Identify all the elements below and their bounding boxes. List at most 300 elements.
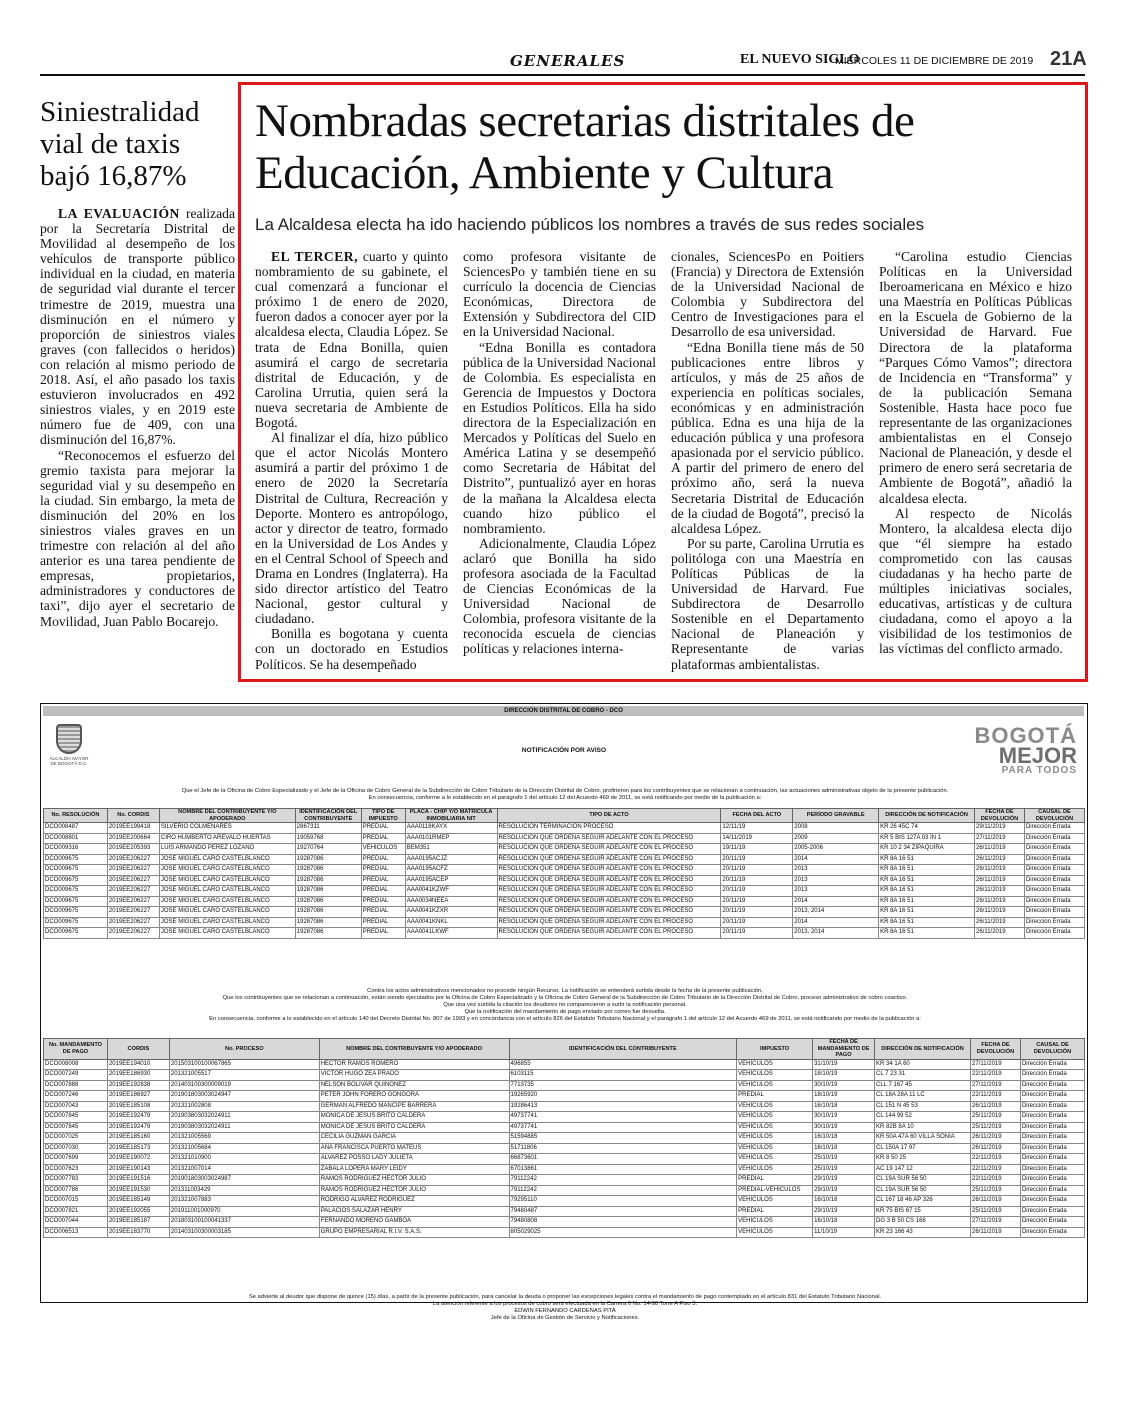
table-cell: 79112242: [509, 1185, 737, 1196]
table-cell: ALVAREZ POSSO LADY JULIETA: [319, 1154, 509, 1165]
table-cell: JOSE MIGUEL CARO CASTELBLANCO: [159, 917, 295, 928]
table-cell: KR 10 2 34 ZIPAQUIRA: [879, 844, 975, 855]
table-cell: PREDIAL: [361, 907, 405, 918]
table-cell: 51594885: [509, 1133, 737, 1144]
table-cell: VEHÍCULOS: [737, 1112, 813, 1123]
feature-paragraph: cionales, SciencesPo en Poitiers (Francia) y Directora de Extensión de la Universidad Nacional de Colombia y Subdirectora del Centro de Investigaciones para el Desarrollo de esa universidad.: [671, 249, 864, 340]
table-cell: 2019EE194010: [107, 1059, 169, 1070]
table-cell: PREDIAL-VEHÍCULOS: [737, 1185, 813, 1196]
sidebar-kicker: LA EVALUACIÓN: [58, 206, 180, 221]
table-cell: 49737741: [509, 1122, 737, 1133]
table-cell: 2019EE185173: [107, 1143, 169, 1154]
table-cell: 20/11/19: [721, 917, 793, 928]
table-row: [44, 833, 1085, 844]
table-cell: 2019EE191516: [107, 1175, 169, 1186]
table-cell: Dirección Errada: [1020, 1133, 1084, 1144]
table-cell: DCO007025: [44, 1133, 108, 1144]
table-cell: 2019EE206227: [107, 886, 159, 897]
table-cell: BEM351: [405, 844, 497, 855]
table-cell: Dirección Errada: [1024, 896, 1084, 907]
table-cell: 30/10/19: [813, 1112, 875, 1123]
table-cell: DCO007888: [44, 1080, 108, 1091]
table-cell: DCO009675: [44, 917, 108, 928]
feature-paragraph: “Edna Bonilla es contadora pública de la Universidad Nacional de Colombia. Es especialista en Gerencia de Impuestos y Doctora en Estudios Políticos. Ella ha sido directora de la Especialización en Mercados y Políticas del Suelo en América Latina y se desempeñó como Secretaria de Hábitat del Distrito”, puntualizó ayer en horas de la mañana la Alcaldesa electa cuando hizo público el nombramiento.: [463, 339, 656, 536]
table-cell: KR 26 45C 74: [879, 823, 975, 834]
table-cell: VICTOR HUGO ZEA PRADO: [319, 1070, 509, 1081]
table-cell: Dirección Errada: [1020, 1059, 1084, 1070]
table-cell: 2014: [793, 917, 879, 928]
table-cell: KR 8 50 25: [875, 1154, 971, 1165]
table-cell: 26/11/2019: [974, 886, 1024, 897]
table-cell: 2019EE185108: [107, 1101, 169, 1112]
table-cell: JOSE MIGUEL CARO CASTELBLANCO: [159, 886, 295, 897]
table-cell: 16/10/18: [813, 1196, 875, 1207]
table-cell: CL 150A 17 97: [875, 1143, 971, 1154]
table-cell: DCO009675: [44, 875, 108, 886]
table-cell: 25/11/2019: [971, 1122, 1021, 1133]
table-cell: AAA0041LKWF: [405, 928, 497, 939]
table-cell: DG 3 B 50 CS 168: [875, 1217, 971, 1228]
column-header: PERÍODO GRAVABLE: [793, 809, 879, 823]
table-cell: DCO007699: [44, 1154, 108, 1165]
table-cell: 22/11/2019: [971, 1154, 1021, 1165]
table-cell: DCO008008: [44, 1059, 108, 1070]
table-cell: 2019EE206227: [107, 896, 159, 907]
table-cell: Dirección Errada: [1024, 917, 1084, 928]
table-cell: VEHÍCULOS: [361, 844, 405, 855]
table-cell: 7713735: [509, 1080, 737, 1091]
table-cell: JOSE MIGUEL CARO CASTELBLANCO: [159, 865, 295, 876]
seal-text: ALCALDÍA MAYOR DE BOGOTÁ D.C.: [49, 756, 89, 766]
table-cell: Dirección Errada: [1024, 886, 1084, 897]
table-cell: AAA0195ACJZ: [405, 854, 497, 865]
table-cell: DCO007015: [44, 1196, 108, 1207]
table-cell: PREDIAL: [361, 917, 405, 928]
table-cell: DCO009316: [44, 844, 108, 855]
table-cell: 27/11/2019: [971, 1217, 1021, 1228]
table-cell: KR 50A 47A 60 VILLA SONIA: [875, 1133, 971, 1144]
table-cell: KR 23 166 43: [875, 1227, 971, 1238]
table-cell: Dirección Errada: [1020, 1185, 1084, 1196]
table-cell: RESOLUCIÓN QUE ORDENA SEGUIR ADELANTE CON EL PROCESO: [497, 928, 721, 939]
table-cell: KR 82B 8A 10: [875, 1122, 971, 1133]
table-cell: Dirección Errada: [1024, 865, 1084, 876]
table-cell: 25/10/19: [813, 1164, 875, 1175]
table-cell: PREDIAL: [361, 854, 405, 865]
table-cell: 201311003429: [169, 1185, 319, 1196]
table-cell: 201403100300003185: [169, 1227, 319, 1238]
table-cell: 201321005517: [169, 1070, 319, 1081]
table-cell: 20/11/19: [721, 865, 793, 876]
table-cell: PREDIAL: [361, 886, 405, 897]
table-cell: 2019EE206227: [107, 907, 159, 918]
table-cell: 2014: [793, 854, 879, 865]
table-cell: 201503100100067865: [169, 1059, 319, 1070]
table-row: [44, 1217, 1085, 1228]
table-cell: VEHÍCULOS: [737, 1080, 813, 1091]
table-cell: 201903803032024911: [169, 1122, 319, 1133]
table-cell: KR 8A 16 51: [879, 875, 975, 886]
table-cell: RAMOS RODRIGUEZ HECTOR JULIO: [319, 1185, 509, 1196]
table-cell: FERNANDO MORENO GAMBOA: [319, 1217, 509, 1228]
table-cell: 6103115: [509, 1070, 737, 1081]
table-cell: Dirección Errada: [1020, 1217, 1084, 1228]
table-cell: DCO006513: [44, 1227, 108, 1238]
feature-column-1: [255, 249, 448, 672]
table-cell: 19270764: [295, 844, 361, 855]
feature-column-2: [463, 249, 656, 672]
table-cell: AAA0034NEEA: [405, 896, 497, 907]
table-cell: PREDIAL: [361, 928, 405, 939]
table-row: [44, 928, 1085, 939]
feature-column-4: [879, 249, 1072, 672]
table-cell: 26/11/2019: [971, 1196, 1021, 1207]
column-header: No. MANDAMIENTO DE PAGO: [44, 1039, 108, 1060]
table-cell: 2019EE192055: [107, 1206, 169, 1217]
table-cell: Dirección Errada: [1020, 1196, 1084, 1207]
table-cell: KR 8A 16 51: [879, 907, 975, 918]
table-cell: PREDIAL: [361, 823, 405, 834]
table-cell: GERMAN ALFREDO MANCIPE BARRERA: [319, 1101, 509, 1112]
table-cell: DCO007786: [44, 1185, 108, 1196]
sidebar-headline: Siniestralidad vial de taxis bajó 16,87%: [40, 96, 200, 192]
table-cell: JOSE MIGUEL CARO CASTELBLANCO: [159, 928, 295, 939]
table-cell: DCO007623: [44, 1164, 108, 1175]
column-header: NOMBRE DEL CONTRIBUYENTE Y/O APODERADO: [319, 1039, 509, 1060]
table-cell: Dirección Errada: [1024, 833, 1084, 844]
table-cell: ZABALA LOPERA MARY LEIDY: [319, 1164, 509, 1175]
table-cell: HECTOR RAMOS ROMERO: [319, 1059, 509, 1070]
table-row: [44, 1133, 1085, 1144]
table-row: [44, 1175, 1085, 1186]
column-header: CORDIS: [107, 1039, 169, 1060]
page-number: 21A: [1050, 48, 1087, 70]
column-header: FECHA DE MANDAMIENTO DE PAGO: [813, 1039, 875, 1060]
table-cell: PREDIAL: [361, 833, 405, 844]
table-cell: 2019EE200664: [107, 833, 159, 844]
table-cell: NELSON BOLIVAR QUIÑONEZ: [319, 1080, 509, 1091]
table-cell: 2019EE206227: [107, 928, 159, 939]
table-cell: 25/11/2019: [971, 1185, 1021, 1196]
table-cell: MONICA DE JESUS BRITO CALDERA: [319, 1112, 509, 1123]
table-cell: AAA0101RMEP: [405, 833, 497, 844]
table-row: [44, 1185, 1085, 1196]
table-cell: 22/11/2019: [971, 1070, 1021, 1081]
table-cell: RESOLUCIÓN QUE ORDENA SEGUIR ADELANTE CON EL PROCESO: [497, 833, 721, 844]
table-cell: DCO007246: [44, 1091, 108, 1102]
table-cell: 201803100100041337: [169, 1217, 319, 1228]
table-cell: JOSE MIGUEL CARO CASTELBLANCO: [159, 896, 295, 907]
notice-middle-text: Contra los actos administrativos mencionados no procede ningún Recurso. La notificación se entenderá surtida desde la fecha de la presente publicación. Que los contribuyentes que se relacionan a continuación, están siendo ejecutados por la Oficina de Cobro Especializado y la Oficina de Cobro General de la Subdirección de Cobro Tributario de la Dirección Distrital de Cobro, proceso administrativo de cobro coactivo. Que una vez surtida la citación los deudores no comparecieron a surtir la notificación personal. Que la notificación del mandamiento de pago enviado por correo fue devuelta. En consecuencia, conforme a lo establecido en el artículo 140 del Decreto Distrital No. 807 de 1993 y en concordancia con el artículo 826 del Estatuto Tributario Nacional y el parágrafo 1 del artículo 12 del Acuerdo 469 de 2011, se está notificando por medio de la publicación a:: [209, 988, 921, 1022]
table-cell: RESOLUCIÓN QUE ORDENA SEGUIR ADELANTE CON EL PROCESO: [497, 886, 721, 897]
table-cell: 2019EE192838: [107, 1080, 169, 1091]
table-cell: 2019EE191530: [107, 1185, 169, 1196]
table-cell: 2019EE185187: [107, 1217, 169, 1228]
column-header: IMPUESTO: [737, 1039, 813, 1060]
table-cell: 2019EE206227: [107, 875, 159, 886]
table-cell: Dirección Errada: [1020, 1206, 1084, 1217]
column-header: NOMBRE DEL CONTRIBUYENTE Y/O APODERADO: [159, 809, 295, 823]
table-cell: 12/11/19: [721, 823, 793, 834]
table-cell: Dirección Errada: [1020, 1070, 1084, 1081]
table-cell: 201321007014: [169, 1164, 319, 1175]
table-row: [44, 865, 1085, 876]
table-cell: Dirección Errada: [1024, 854, 1084, 865]
table-cell: CECILIA GUZMAN GARCIA: [319, 1133, 509, 1144]
feature-kicker: EL TERCER,: [271, 249, 359, 264]
table-cell: 2013: [793, 865, 879, 876]
table-cell: GRUPO EMPRESARIAL R.I.V. S.A.S.: [319, 1227, 509, 1238]
table-cell: AAA0041KZXR: [405, 907, 497, 918]
table-cell: PREDIAL: [361, 865, 405, 876]
table-cell: 2009: [793, 833, 879, 844]
column-header: TIPO DE IMPUESTO: [361, 809, 405, 823]
table-cell: 22/11/2019: [971, 1091, 1021, 1102]
table-cell: PREDIAL: [361, 896, 405, 907]
table-cell: VEHÍCULOS: [737, 1196, 813, 1207]
table-cell: 22/11/2019: [971, 1164, 1021, 1175]
table-cell: Dirección Errada: [1020, 1154, 1084, 1165]
table-cell: SILVERIO COLMENARES: [159, 823, 295, 834]
resolutions-table: [43, 808, 1085, 939]
table-cell: KR 5 BIS 127A 03 IN 1: [879, 833, 975, 844]
table-cell: 31/10/19: [813, 1059, 875, 1070]
table-row: [44, 1080, 1085, 1091]
column-header: FECHA DEL ACTO: [721, 809, 793, 823]
table-row: [44, 1143, 1085, 1154]
feature-paragraph: Al respecto de Nicolás Montero, la alcaldesa electa dijo que “él siempre ha estado comprometido con las causas ciudadanas y ha hecho parte de múltiples iniciativas sociales, educativas, artísticas y de cultura ciudadana, como el apoyo a la visibilidad de los testimonios de las víctimas del conflicto armado.: [879, 505, 1072, 657]
table-cell: CL 19A SUR 56 50: [875, 1185, 971, 1196]
table-cell: KR 8A 16 51: [879, 854, 975, 865]
table-row: [44, 1122, 1085, 1133]
table-cell: DCO009675: [44, 854, 108, 865]
table-cell: Dirección Errada: [1024, 928, 1084, 939]
table-cell: 26/11/2019: [974, 865, 1024, 876]
table-cell: Dirección Errada: [1024, 907, 1084, 918]
table-row: [44, 917, 1085, 928]
table-cell: DCO007044: [44, 1217, 108, 1228]
table-cell: VEHÍCULOS: [737, 1154, 813, 1165]
table-cell: 2019EE192479: [107, 1112, 169, 1123]
column-header: No. RESOLUCIÓN: [44, 809, 108, 823]
table-cell: 19287086: [295, 854, 361, 865]
feature-paragraph: Bonilla es bogotana y cuenta con un doctorado en Estudios Políticos. Se ha desempeñado: [255, 626, 448, 672]
table-cell: 2019EE205393: [107, 844, 159, 855]
column-header: No. PROCESO: [169, 1039, 319, 1060]
table-cell: DCO007043: [44, 1101, 108, 1112]
table-cell: 67013861: [509, 1164, 737, 1175]
table-cell: Dirección Errada: [1024, 844, 1084, 855]
table-cell: 201403100300009019: [169, 1080, 319, 1091]
table-cell: 27/11/2019: [974, 833, 1024, 844]
table-cell: Dirección Errada: [1020, 1080, 1084, 1091]
table-cell: PETER JOHN FORERO GONGORA: [319, 1091, 509, 1102]
table-cell: 27/11/2019: [971, 1080, 1021, 1091]
table-cell: VEHÍCULOS: [737, 1217, 813, 1228]
table-cell: 79480808: [509, 1217, 737, 1228]
table-cell: VEHÍCULOS: [737, 1122, 813, 1133]
bogota-logo: [973, 723, 1077, 776]
table-row: [44, 1059, 1085, 1070]
table-cell: 2019EE206227: [107, 854, 159, 865]
newspaper-name: EL NUEVO SIGLO: [740, 52, 860, 67]
feature-column-3: [671, 249, 864, 672]
table-cell: 201903803032024911: [169, 1112, 319, 1123]
table-header-row: [44, 1039, 1085, 1060]
table-cell: KR 8A 16 51: [879, 896, 975, 907]
table-cell: LUIS ARMANDO PEREZ LOZANO: [159, 844, 295, 855]
table-cell: PALACIOS SALAZAR HENRY: [319, 1206, 509, 1217]
notice-topbar: DIRECCION DISTRITAL DE COBRO - DCO: [43, 706, 1084, 716]
table-cell: CIRO HUMBERTO AREVALO HUERTAS: [159, 833, 295, 844]
table-cell: DCO008487: [44, 823, 108, 834]
table-cell: PREDIAL: [737, 1206, 813, 1217]
feature-paragraph: Adicionalmente, Claudia López aclaró que Bonilla ha sido profesora asociada de la Facultad de Ciencias Económicas de la Universidad Nacional de Colombia, profesora visitante de la reconocida escuela de ciencias políticas y relaciones interna-: [463, 535, 656, 657]
column-header: No. CORDIS: [107, 809, 159, 823]
table-cell: RODRIGO ALVAREZ RODRIGUEZ: [319, 1196, 509, 1207]
table-cell: 30/10/19: [813, 1080, 875, 1091]
column-header: PLACA - CHIP Y/O MATRICULA INMOBILIARIA NIT: [405, 809, 497, 823]
table-cell: Dirección Errada: [1020, 1164, 1084, 1175]
column-header: FECHA DE DEVOLUCIÓN: [974, 809, 1024, 823]
sidebar-story: [40, 96, 235, 629]
table-cell: DCO007821: [44, 1206, 108, 1217]
column-header: CAUSAL DE DEVOLUCIÓN: [1024, 809, 1084, 823]
table-cell: RESOLUCIÓN QUE ORDENA SEGUIR ADELANTE CON EL PROCESO: [497, 854, 721, 865]
sidebar-body: [40, 206, 235, 629]
table-cell: VEHÍCULOS: [737, 1101, 813, 1112]
table-cell: 66873601: [509, 1154, 737, 1165]
table-cell: 2019EE190143: [107, 1164, 169, 1175]
table-row: [44, 1112, 1085, 1123]
notice-footer: Se advierte al deudor que dispone de quince (15) días, a partir de la presente publicación, para cancelar la deuda o proponer las excepciones legales contra el mandamiento de pago contemplado en el artículo 831 del Estatuto Tributario Nacional. La atención referente a los procesos de cobro será efectuada en la Carrera 6 No. 14-98 Torre A Piso 3. EDWIN FERNANDO CARDENAS PITA Jefe de la Oficina de Gestión de Servicio y Notificaciones.: [248, 1294, 882, 1321]
table-cell: 19286413: [509, 1101, 737, 1112]
table-cell: Dirección Errada: [1024, 823, 1084, 834]
table-cell: 2019EE186927: [107, 1091, 169, 1102]
table-cell: DCO008801: [44, 833, 108, 844]
table-cell: RESOLUCIÓN TERMINACIÓN PROCESO: [497, 823, 721, 834]
table-cell: CL 144 99 52: [875, 1112, 971, 1123]
table-cell: 26/11/2019: [974, 896, 1024, 907]
column-header: TIPO DE ACTO: [497, 809, 721, 823]
table-cell: 2005-2006: [793, 844, 879, 855]
table-row: [44, 854, 1085, 865]
table-cell: 2019EE185149: [107, 1196, 169, 1207]
table-cell: 49737741: [509, 1112, 737, 1123]
table-row: [44, 886, 1085, 897]
table-cell: VEHÍCULOS: [737, 1164, 813, 1175]
table-cell: PREDIAL: [737, 1091, 813, 1102]
table-row: [44, 1196, 1085, 1207]
table-cell: 26/11/2019: [974, 917, 1024, 928]
table-cell: 25/11/2019: [971, 1206, 1021, 1217]
table-cell: 26/11/2019: [971, 1143, 1021, 1154]
table-cell: 79480487: [509, 1206, 737, 1217]
table-cell: Dirección Errada: [1020, 1122, 1084, 1133]
table-row: [44, 1070, 1085, 1081]
table-cell: 19287086: [295, 907, 361, 918]
table-cell: DCO007845: [44, 1122, 108, 1133]
table-cell: DCO009675: [44, 928, 108, 939]
table-cell: 79295110: [509, 1196, 737, 1207]
feature-paragraph: EL TERCER, cuarto y quinto nombramiento de su gabinete, el cual comenzará a funcionar el próximo 1 de enero de 2020, fueron dados a conocer ayer por la alcaldesa electa, Claudia López. Se trata de Edna Bonilla, quien asumirá el cargo de secretaria distrital de Educación, y de Carolina Urrutia, quien será la nueva secretaria de Ambiente de Bogotá.: [255, 249, 448, 431]
section-name: GENERALES: [510, 52, 626, 70]
table-cell: KR 8A 16 51: [879, 917, 975, 928]
table-cell: PREDIAL: [361, 875, 405, 886]
feature-paragraph: Por su parte, Carolina Urrutia es politóloga con una Maestría en Políticas Públicas de la Universidad de Harvard. Fue Subdirectora de Desarrollo Sostenible en el Departamento Nacional de Planeación y Representante de varias plataformas ambientalistas.: [671, 535, 864, 672]
table-cell: KR 8A 16 51: [879, 865, 975, 876]
table-cell: VEHÍCULOS: [737, 1133, 813, 1144]
table-cell: KR 75 BIS 67 15: [875, 1206, 971, 1217]
table-cell: 27/11/2019: [971, 1059, 1021, 1070]
table-cell: 201321005684: [169, 1143, 319, 1154]
feature-deck: La Alcaldesa electa ha ido haciendo públicos los nombres a través de sus redes sociales: [255, 215, 925, 234]
column-header: IDENTIFICACIÓN DEL CONTRIBUYENTE: [509, 1039, 737, 1060]
table-cell: CL 7 23 31: [875, 1070, 971, 1081]
table-cell: 29/10/19: [813, 1185, 875, 1196]
table-cell: DCO007030: [44, 1143, 108, 1154]
table-cell: 805029025: [509, 1227, 737, 1238]
table-cell: CL 151 N 45 53: [875, 1101, 971, 1112]
publication-date: MIÉRCOLES 11 DE DICIEMBRE DE 2019: [835, 55, 1034, 67]
legal-notice: [40, 703, 1088, 1321]
table-cell: Dirección Errada: [1020, 1091, 1084, 1102]
table-cell: 201321005569: [169, 1133, 319, 1144]
table-cell: RESOLUCIÓN QUE ORDENA SEGUIR ADELANTE CON EL PROCESO: [497, 865, 721, 876]
page-header: [40, 50, 1085, 74]
table-cell: Dirección Errada: [1020, 1112, 1084, 1123]
table-row: [44, 875, 1085, 886]
mandates-table: [43, 1038, 1085, 1238]
table-cell: AAA0041KZWF: [405, 886, 497, 897]
bogota-logo-line-1: BOGOTÁ: [974, 723, 1077, 748]
table-cell: 201901803003024987: [169, 1175, 319, 1186]
column-header: DIRECCIÓN DE NOTIFICACIÓN: [879, 809, 975, 823]
table-cell: 2013: [793, 875, 879, 886]
table-cell: DCO009675: [44, 896, 108, 907]
column-header: IDENTIFICACIÓN DEL CONTRIBUYENTE: [295, 809, 361, 823]
table-cell: DCO009675: [44, 886, 108, 897]
table-cell: 19059768: [295, 833, 361, 844]
table-cell: 30/10/19: [813, 1122, 875, 1133]
table-cell: RESOLUCIÓN QUE ORDENA SEGUIR ADELANTE CON EL PROCESO: [497, 875, 721, 886]
table-row: [44, 1154, 1085, 1165]
table-row: [44, 1206, 1085, 1217]
table-cell: DCO007249: [44, 1070, 108, 1081]
table-cell: 22/11/2019: [971, 1175, 1021, 1186]
table-cell: 2019EE206227: [107, 917, 159, 928]
table-cell: 2013: [793, 886, 879, 897]
sidebar-paragraph: “Reconocemos el esfuerzo del gremio taxista para mejorar la seguridad vial y su desempeño en la ciudad. Sin embargo, la meta de disminución del 20% en los siniestros viales graves en un trimestre con relación al del año anterior es una tarea pendiente de empresas, propietarios, administradores y conductores de taxi”, dijo ayer el secretario de Movilidad, Juan Pablo Bocarejo.: [40, 447, 235, 629]
table-cell: 2019EE192479: [107, 1122, 169, 1133]
table-row: [44, 1164, 1085, 1175]
table-cell: 29/10/19: [813, 1206, 875, 1217]
column-header: DIRECCIÓN DE NOTIFICACIÓN: [875, 1039, 971, 1060]
table-cell: CLL 7 167 45: [875, 1080, 971, 1091]
table-cell: 201901803003024947: [169, 1091, 319, 1102]
feature-paragraph: “Edna Bonilla tiene más de 50 publicaciones entre libros y artículos, y más de 25 años de experiencia en políticas sociales, económicas y en administración pública. Edna es una hija de la educación pública y una profesora apasionada por el servicio público. A partir del primero de enero del próximo año, será la nueva Secretaria Distrital de Educación de la ciudad de Bogotá”, precisó la alcaldesa López.: [671, 339, 864, 536]
table-header-row: [44, 809, 1085, 823]
table-cell: RESOLUCIÓN QUE ORDENA SEGUIR ADELANTE CON EL PROCESO: [497, 907, 721, 918]
table-row: [44, 907, 1085, 918]
table-cell: DCO007783: [44, 1175, 108, 1186]
table-cell: AAA0195ACFZ: [405, 865, 497, 876]
table-cell: DCO009675: [44, 865, 108, 876]
table-cell: 2019EE185160: [107, 1133, 169, 1144]
table-cell: 16/10/18: [813, 1217, 875, 1228]
table-cell: 2014: [793, 896, 879, 907]
table-cell: 2013, 2014: [793, 907, 879, 918]
